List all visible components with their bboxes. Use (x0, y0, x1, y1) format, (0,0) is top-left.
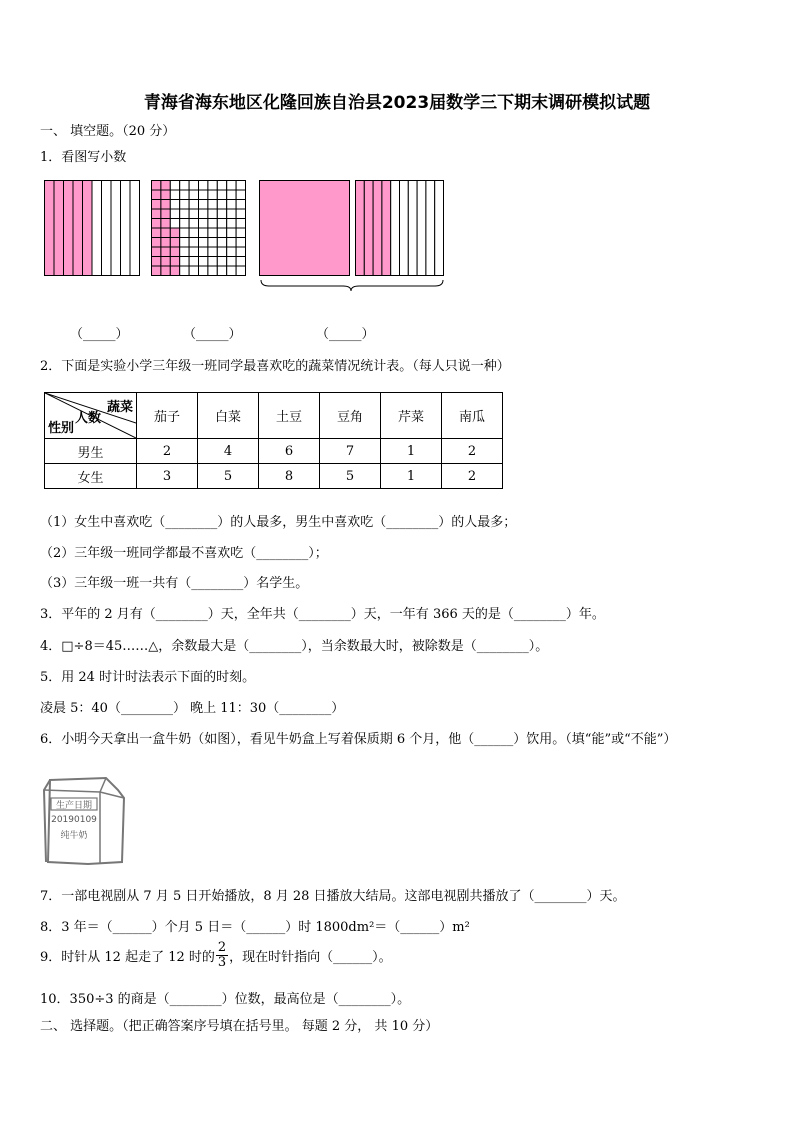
hundredth-cell (227, 200, 236, 210)
tenth-strip (121, 181, 131, 276)
table-header: 南瓜 (442, 393, 503, 439)
hundredth-cell (217, 181, 226, 191)
hundredth-cell (227, 219, 236, 229)
hundredth-cell (236, 238, 245, 248)
hundredth-cell (199, 266, 208, 276)
hundredth-cell (180, 219, 189, 229)
question-1: 1．看图写小数 (40, 150, 127, 165)
tenth-strip (400, 181, 409, 276)
hundredth-cell (152, 190, 161, 200)
hundredth-cell (189, 228, 198, 238)
hundredth-cell (236, 247, 245, 257)
hundredth-cell (161, 190, 170, 200)
hundredth-cell (199, 181, 208, 191)
hundredth-cell (208, 228, 217, 238)
table-cell: 2 (442, 464, 503, 489)
q2-sub-3: （3）三年级一班一共有（________）名学生。 (40, 576, 309, 591)
hundredth-cell (189, 181, 198, 191)
milk-date: 20190109 (51, 815, 97, 825)
hundredth-cell (170, 266, 179, 276)
page-title: 青海省海东地区化隆回族自治县2023届数学三下期末调研模拟试题 (143, 93, 651, 113)
milk-label-2: 纯牛奶 (60, 831, 88, 841)
whole-square (260, 181, 350, 276)
hundredth-cell (161, 219, 170, 229)
table-cell: 4 (198, 439, 259, 464)
hundredth-cell (152, 238, 161, 248)
hundredth-cell (180, 228, 189, 238)
tenth-strip (435, 181, 444, 276)
question-7: 7．一部电视剧从 7 月 5 日开始播放，8 月 28 日播放大结局。这部电视剧共播放了（________）天。 (40, 889, 626, 904)
hundredth-cell (170, 190, 179, 200)
table-cell: 1 (381, 439, 442, 464)
vegetable-table (44, 392, 503, 489)
tenth-strip (408, 181, 417, 276)
hundredth-cell (152, 200, 161, 210)
hundredth-cell (170, 209, 179, 219)
hundredth-cell (170, 200, 179, 210)
figure-tenths-1 (44, 180, 140, 276)
table-header: 土豆 (259, 393, 320, 439)
brace (261, 280, 443, 291)
question-4: 4．□÷8＝45……△，余数最大是（________），当余数最大时，被除数是（________）。 (40, 639, 549, 654)
table-header: 白菜 (198, 393, 259, 439)
tenth-strip (111, 181, 121, 276)
hundredth-cell (189, 247, 198, 257)
hundredth-cell (227, 228, 236, 238)
tenth-strip (45, 181, 55, 276)
hundredth-cell (236, 181, 245, 191)
hundredth-cell (236, 257, 245, 267)
hundredth-cell (180, 190, 189, 200)
hundredth-cell (180, 209, 189, 219)
table-cell: 1 (381, 464, 442, 489)
hundredth-cell (199, 228, 208, 238)
question-6: 6．小明今天拿出一盒牛奶（如图），看见牛奶盒上写着保质期 6 个月，他（______）饮用。（填“能”或“不能”） (40, 732, 677, 747)
hundredth-cell (227, 238, 236, 248)
hundredth-cell (161, 238, 170, 248)
hundredth-cell (161, 247, 170, 257)
hundredth-cell (152, 181, 161, 191)
hundredth-cell (189, 200, 198, 210)
table-cell: 2 (442, 439, 503, 464)
question-10: 10．350÷3 的商是（________）位数，最高位是（________）。 (40, 992, 411, 1007)
hundredth-cell (217, 247, 226, 257)
hundredth-cell (161, 266, 170, 276)
hundredth-cell (189, 190, 198, 200)
hundredth-cell (236, 228, 245, 238)
hundredth-cell (170, 228, 179, 238)
q2-sub-2: （2）三年级一班同学都最不喜欢吃（________）； (40, 546, 328, 561)
table-cell: 5 (320, 464, 381, 489)
hundredth-cell (152, 228, 161, 238)
hundredth-cell (161, 181, 170, 191)
milk-carton-image (40, 768, 128, 868)
figure-whole-and-tenths (259, 180, 445, 292)
tenth-strip (54, 181, 64, 276)
hundredth-cell (199, 219, 208, 229)
hundredth-cell (227, 181, 236, 191)
hundredth-cell (236, 200, 245, 210)
tenth-strip (364, 181, 373, 276)
tenth-strip (426, 181, 435, 276)
hundredth-cell (208, 219, 217, 229)
hundredth-cell (199, 247, 208, 257)
hundredth-cell (189, 209, 198, 219)
corner-people-label: 人数 (75, 411, 102, 426)
hundredth-cell (161, 209, 170, 219)
fraction-two-thirds (216, 941, 228, 970)
hundredth-cell (189, 238, 198, 248)
table-header: 豆角 (320, 393, 381, 439)
hundredth-cell (189, 257, 198, 267)
hundredth-cell (170, 219, 179, 229)
q1-blank-3[interactable]: （_____） (316, 327, 375, 342)
table-cell: 7 (320, 439, 381, 464)
tenth-strip (92, 181, 102, 276)
table-row (45, 464, 503, 489)
table-row (45, 439, 503, 464)
tenth-strip (130, 181, 140, 276)
hundredth-cell (217, 209, 226, 219)
hundredth-cell (170, 181, 179, 191)
table-header: 茄子 (137, 393, 198, 439)
tenth-strip (83, 181, 93, 276)
row-label: 女生 (45, 464, 137, 489)
hundredth-cell (152, 247, 161, 257)
question-2: 2．下面是实验小学三年级一班同学最喜欢吃的蔬菜情况统计表。（每人只说一种） (40, 359, 510, 374)
hundredth-cell (161, 257, 170, 267)
table-cell: 2 (137, 439, 198, 464)
hundredth-cell (217, 190, 226, 200)
hundredth-cell (227, 257, 236, 267)
table-corner-cell (45, 393, 137, 439)
hundredth-cell (236, 190, 245, 200)
question-3: 3．平年的 2 月有（________）天，全年共（________）天，一年有 366 天的是（________）年。 (40, 607, 605, 622)
hundredth-cell (161, 200, 170, 210)
hundredth-cell (199, 190, 208, 200)
hundredth-cell (161, 228, 170, 238)
hundredth-cell (180, 266, 189, 276)
hundredth-cell (199, 257, 208, 267)
hundredth-cell (227, 266, 236, 276)
hundredth-cell (208, 181, 217, 191)
hundredth-cell (217, 257, 226, 267)
q9-post: ，现在时针指向（______）。 (229, 950, 392, 965)
hundredth-cell (217, 228, 226, 238)
hundredth-cell (208, 200, 217, 210)
hundredth-cell (152, 219, 161, 229)
hundredth-cell (208, 190, 217, 200)
hundredth-cell (170, 238, 179, 248)
hundredth-cell (227, 209, 236, 219)
q2-sub-1: （1）女生中喜欢吃（________）的人最多，男生中喜欢吃（________）的人最多； (40, 515, 517, 530)
hundredth-cell (152, 266, 161, 276)
table-cell: 8 (259, 464, 320, 489)
hundredth-cell (208, 209, 217, 219)
hundredth-cell (180, 247, 189, 257)
hundredth-cell (152, 257, 161, 267)
hundredth-cell (227, 190, 236, 200)
q1-blank-1[interactable]: （_____） (70, 327, 129, 342)
q9-pre: 9．时针从 12 起走了 12 时的 (40, 950, 215, 965)
hundredth-cell (199, 200, 208, 210)
corner-veg-label: 蔬菜 (106, 400, 133, 415)
question-9 (40, 941, 392, 970)
hundredth-cell (189, 219, 198, 229)
figure-hundredths-grid (151, 180, 246, 276)
fraction-numerator: 2 (217, 940, 227, 955)
hundredth-cell (180, 238, 189, 248)
corner-gender-label: 性别 (48, 421, 75, 436)
table-cell: 5 (198, 464, 259, 489)
tenth-strip (382, 181, 391, 276)
hundredth-cell (189, 266, 198, 276)
tenth-strip (391, 181, 400, 276)
hundredth-cell (180, 200, 189, 210)
question-8: 8．3 年＝（______）个月 5 日＝（______）时 1800dm²＝（______）m² (40, 920, 470, 935)
tenth-strip (373, 181, 382, 276)
hundredth-cell (180, 257, 189, 267)
hundredth-cell (208, 238, 217, 248)
table-cell: 3 (137, 464, 198, 489)
hundredth-cell (208, 257, 217, 267)
hundredth-cell (236, 209, 245, 219)
hundredth-cell (208, 266, 217, 276)
tenth-strip (73, 181, 83, 276)
question-5: 5．用 24 时计时法表示下面的时刻。 (40, 670, 256, 685)
question-5-times: 凌晨 5：40（________） 晚上 11：30（________） (40, 701, 345, 716)
hundredth-cell (217, 200, 226, 210)
hundredth-cell (180, 181, 189, 191)
table-cell: 6 (259, 439, 320, 464)
hundredth-cell (217, 238, 226, 248)
q1-blank-2[interactable]: （_____） (183, 327, 242, 342)
tenth-strip (64, 181, 74, 276)
hundredth-cell (199, 209, 208, 219)
hundredth-cell (152, 209, 161, 219)
hundredth-cell (217, 219, 226, 229)
section-two-heading: 二、 选择题。（把正确答案序号填在括号里。 每题 2 分， 共 10 分） (40, 1019, 439, 1034)
hundredth-cell (217, 266, 226, 276)
hundredth-cell (236, 266, 245, 276)
tenth-strip (102, 181, 112, 276)
fraction-denominator: 3 (217, 955, 227, 970)
row-label: 男生 (45, 439, 137, 464)
milk-label-1: 生产日期 (55, 801, 93, 811)
table-header: 芹菜 (381, 393, 442, 439)
hundredth-cell (208, 247, 217, 257)
hundredth-cell (236, 219, 245, 229)
tenth-strip (417, 181, 426, 276)
section-one-heading: 一、 填空题。（20 分） (40, 124, 176, 139)
tenth-strip (356, 181, 365, 276)
hundredth-cell (170, 257, 179, 267)
hundredth-cell (170, 247, 179, 257)
hundredth-cell (199, 238, 208, 248)
hundredth-cell (227, 247, 236, 257)
